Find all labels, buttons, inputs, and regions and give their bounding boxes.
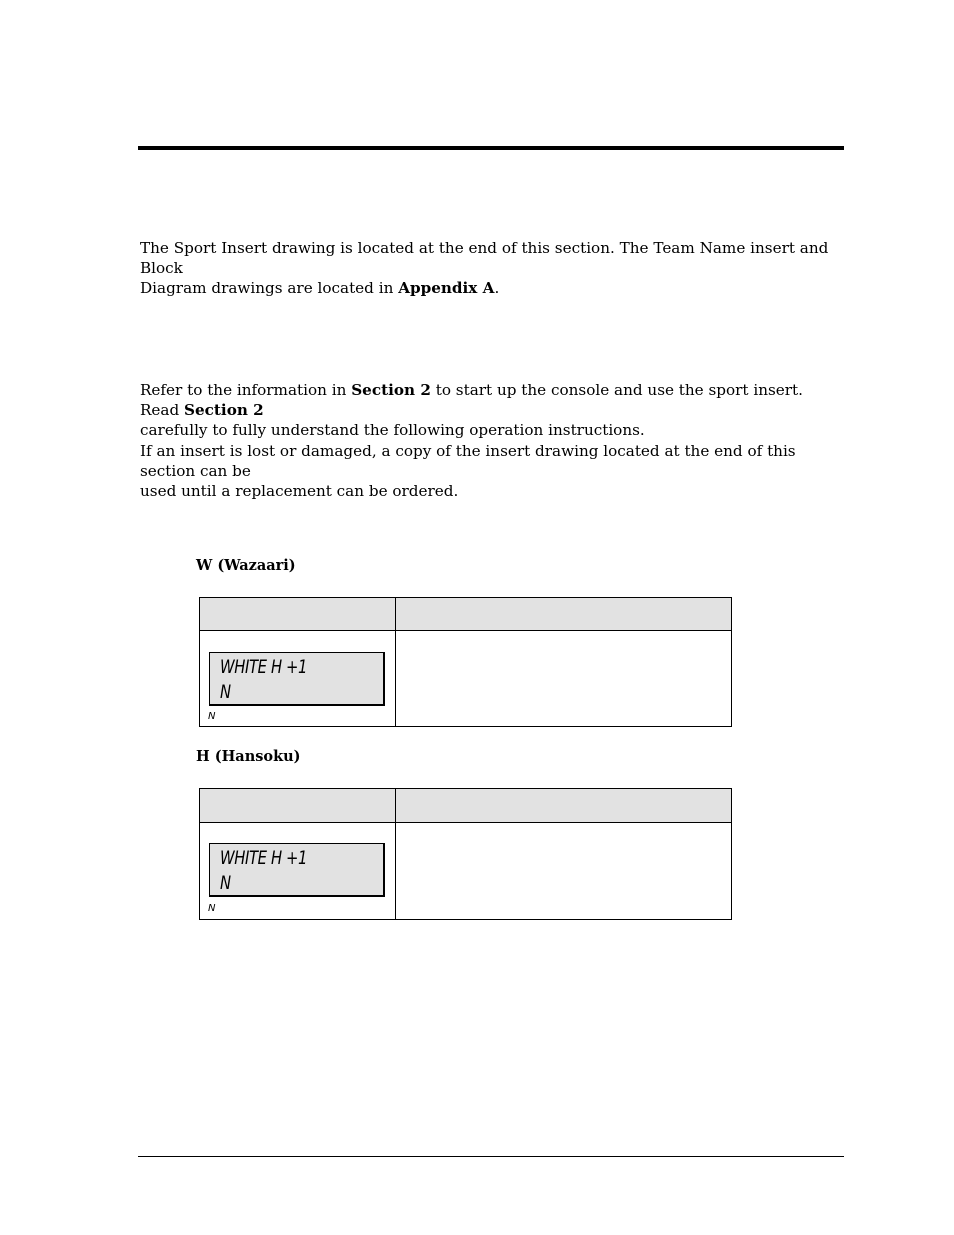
intro-line1: The Sport Insert drawing is located at the end of this section. The Team Name insert and Block <box>140 239 829 277</box>
hansoku-table <box>199 788 732 920</box>
header-cell-display <box>200 598 396 630</box>
lcd-line-1: WHITE H +1 <box>220 656 308 678</box>
lcd-line-2: N <box>220 681 231 703</box>
lcd-display <box>209 652 385 706</box>
op-p2-line2: used until a replacement can be ordered. <box>140 482 459 500</box>
op-text-line2: carefully to fully understand the following operation instructions. <box>140 421 645 439</box>
table-row <box>200 631 731 726</box>
wazaari-table <box>199 597 732 727</box>
op-p2-line1: If an insert is lost or damaged, a copy of the insert drawing located at the end of this section can be <box>140 442 796 480</box>
section-reference-2: Section 2 <box>184 401 264 419</box>
op-text-c: to start up the console and use the sport insert. Read <box>140 381 803 419</box>
description-cell <box>396 823 731 919</box>
header-cell-description <box>396 789 731 822</box>
section-heading-wazaari: W (Wazaari) <box>196 557 296 574</box>
operation-paragraph-1 <box>140 380 840 440</box>
intro-line2-post: . <box>494 279 500 297</box>
intro-line2-pre: Diagram drawings are located in <box>140 279 399 297</box>
header-cell-description <box>396 598 731 630</box>
section-heading-hansoku: H (Hansoku) <box>196 748 301 765</box>
lcd-note: N <box>208 903 216 914</box>
lcd-line-2: N <box>220 872 231 894</box>
appendix-reference: Appendix A <box>398 279 495 297</box>
section-reference-1: Section 2 <box>351 381 431 399</box>
lcd-line-1: WHITE H +1 <box>220 847 308 869</box>
intro-paragraph <box>140 238 840 298</box>
display-cell <box>200 631 396 726</box>
op-text-a: Refer to the information in <box>140 381 352 399</box>
top-rule <box>138 146 844 150</box>
table-header-row <box>200 789 731 823</box>
operation-paragraph-2 <box>140 441 840 501</box>
table-row <box>200 823 731 919</box>
lcd-display <box>209 843 385 897</box>
table-header-row <box>200 598 731 631</box>
header-cell-display <box>200 789 396 822</box>
footer-rule <box>138 1156 844 1157</box>
lcd-note: N <box>208 711 216 722</box>
description-cell <box>396 631 731 726</box>
display-cell <box>200 823 396 919</box>
